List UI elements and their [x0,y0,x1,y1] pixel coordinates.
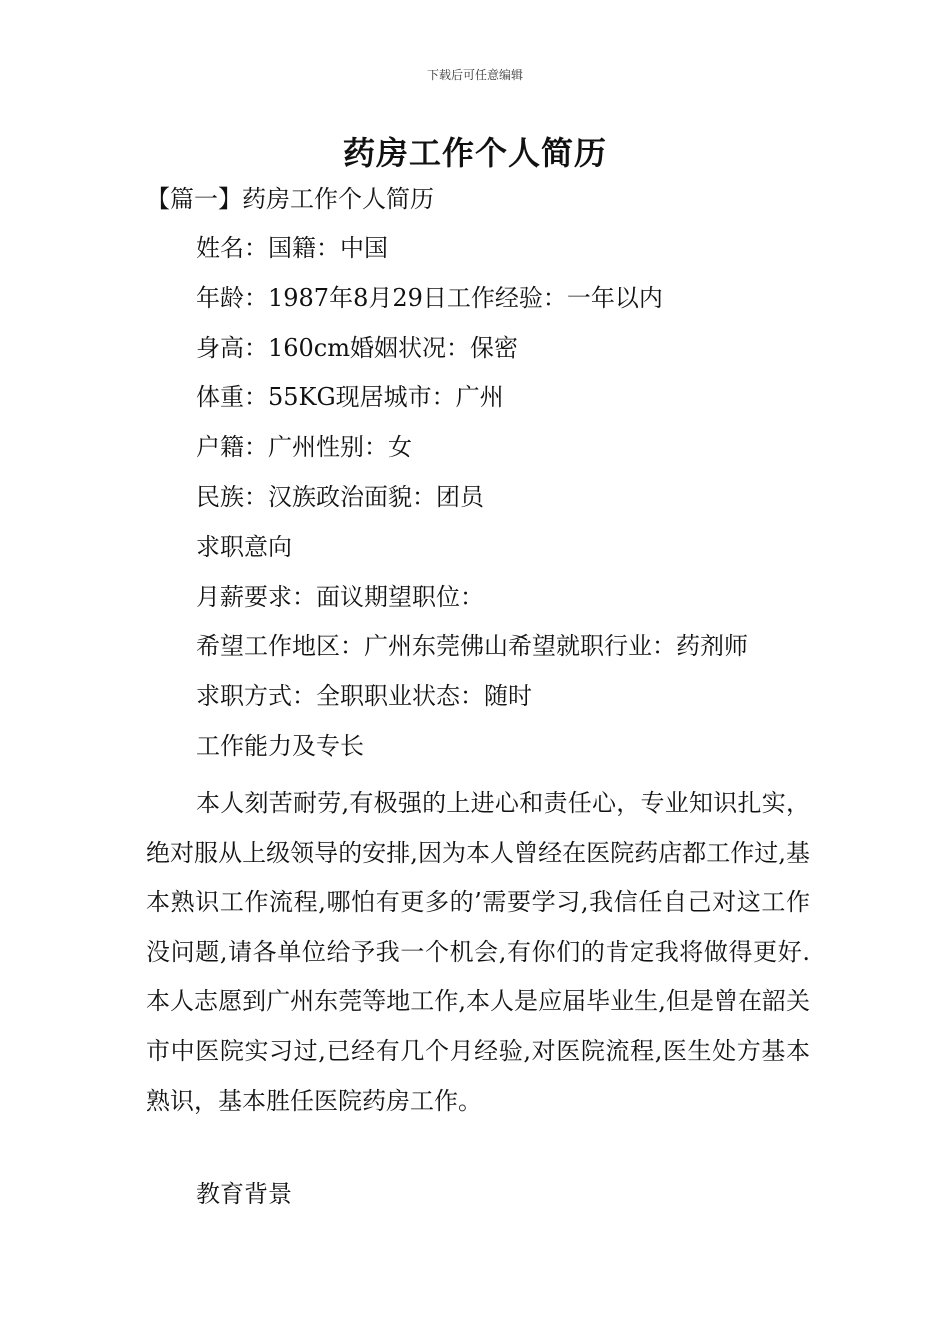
info-line: 求职方式：全职职业状态：随时 [196,682,532,711]
personal-info-list [196,231,816,779]
info-line: 民族：汉族政治面貌：团员 [196,482,484,511]
info-line: 体重：55KG现居城市：广州 [196,383,504,412]
job-intention-heading: 求职意向 [196,532,292,561]
education-heading: 教育背景 [196,1180,292,1208]
header-note: 下载后可任意编辑 [426,68,523,82]
info-line: 年龄：1987年8月29日工作经验：一年以内 [196,283,663,312]
info-line: 姓名：国籍：中国 [196,234,388,262]
ability-heading: 工作能力及专长 [196,731,364,760]
section-heading: 【篇一】药房工作个人简历 [146,185,434,213]
info-line: 户籍：广州性别：女 [196,433,412,462]
info-line: 希望工作地区：广州东莞佛山希望就职行业：药剂师 [196,632,748,661]
document-title: 药房工作个人简历 [342,134,607,172]
info-line: 月薪要求：面议期望职位： [196,582,484,611]
ability-paragraph: 本人刻苦耐劳,有极强的上进心和责任心，专业知识扎实，绝对服从上级领导的安排,因为本人曾经在医院药店都工作过,基本熟识工作流程,哪怕有更多的’需要学习,我信任自己对这工作没问题,请各单位给予我一个机会,有你们的肯定我将做得更好.本人志愿到广州东莞等地工作,本人是应届毕业生,但是曾在韶关市中医院实习过,已经有几个月经验,对医院流程,医生处方基本熟识，基本胜任医院药房工作。 [146,789,810,1115]
info-line: 身高：160cm婚姻状况：保密 [196,333,519,362]
